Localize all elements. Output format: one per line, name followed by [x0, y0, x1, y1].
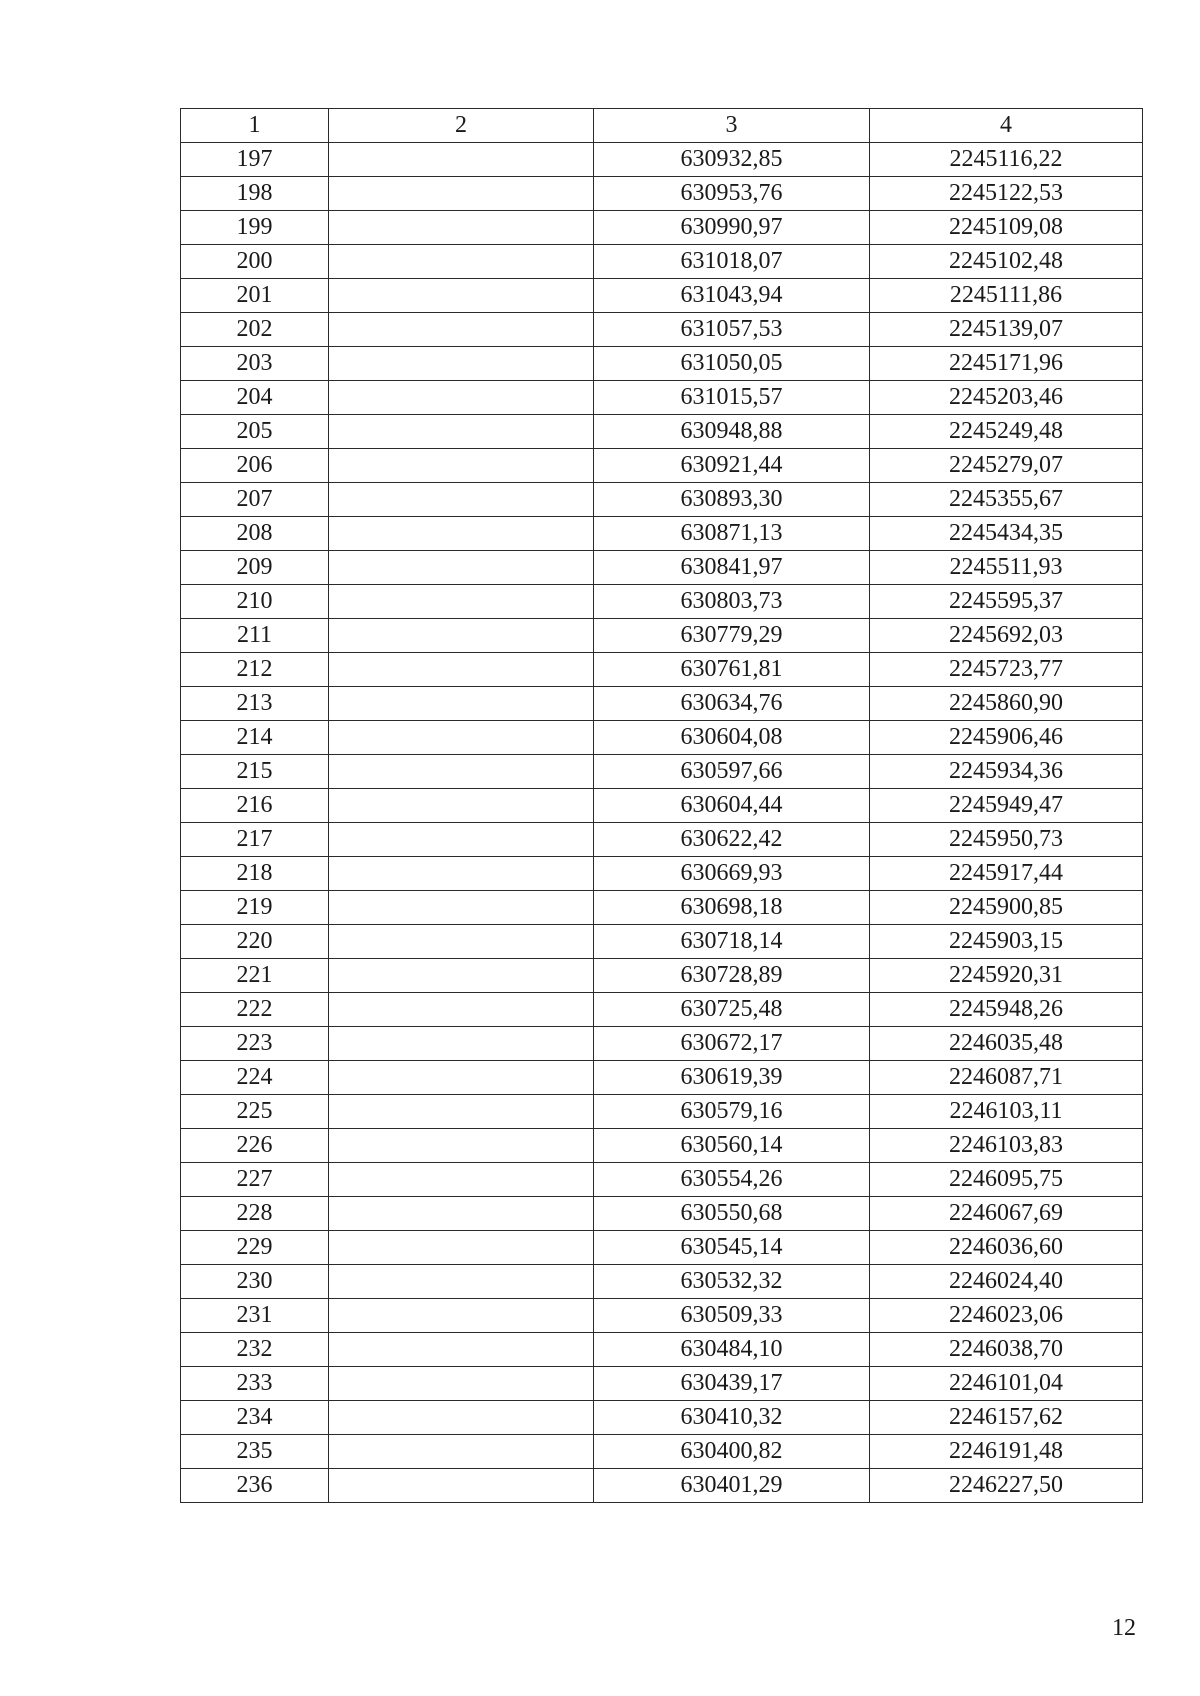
point-number-cell: 198: [181, 177, 329, 211]
point-number-cell: 212: [181, 653, 329, 687]
point-number-cell: 197: [181, 143, 329, 177]
table-row: [181, 619, 1143, 653]
x-coordinate-cell: 630871,13: [594, 517, 870, 551]
point-number-cell: 219: [181, 891, 329, 925]
x-coordinate-cell: 631015,57: [594, 381, 870, 415]
header-row: [181, 109, 1143, 143]
table-row: [181, 415, 1143, 449]
description-cell: [329, 619, 594, 653]
point-number-cell: 210: [181, 585, 329, 619]
x-coordinate-cell: 630509,33: [594, 1299, 870, 1333]
x-coordinate-cell: 630779,29: [594, 619, 870, 653]
table-row: [181, 1265, 1143, 1299]
point-number-cell: 205: [181, 415, 329, 449]
table-row: [181, 245, 1143, 279]
point-number-cell: 232: [181, 1333, 329, 1367]
point-number-cell: 202: [181, 313, 329, 347]
y-coordinate-cell: 2246101,04: [870, 1367, 1143, 1401]
y-coordinate-cell: 2245903,15: [870, 925, 1143, 959]
y-coordinate-cell: 2246103,11: [870, 1095, 1143, 1129]
table-row: [181, 1163, 1143, 1197]
point-number-cell: 228: [181, 1197, 329, 1231]
coordinates-table: [180, 108, 1143, 1503]
y-coordinate-cell: 2245692,03: [870, 619, 1143, 653]
x-coordinate-cell: 630932,85: [594, 143, 870, 177]
y-coordinate-cell: 2246191,48: [870, 1435, 1143, 1469]
table-row: [181, 1367, 1143, 1401]
table-row: [181, 1401, 1143, 1435]
x-coordinate-cell: 630410,32: [594, 1401, 870, 1435]
point-number-cell: 206: [181, 449, 329, 483]
description-cell: [329, 1095, 594, 1129]
x-coordinate-cell: 630597,66: [594, 755, 870, 789]
point-number-cell: 213: [181, 687, 329, 721]
description-cell: [329, 381, 594, 415]
table-row: [181, 1231, 1143, 1265]
description-cell: [329, 245, 594, 279]
table-row: [181, 211, 1143, 245]
table-row: [181, 687, 1143, 721]
table-row: [181, 925, 1143, 959]
table-row: [181, 1095, 1143, 1129]
y-coordinate-cell: 2246157,62: [870, 1401, 1143, 1435]
point-number-cell: 217: [181, 823, 329, 857]
y-coordinate-cell: 2246035,48: [870, 1027, 1143, 1061]
x-coordinate-cell: 630841,97: [594, 551, 870, 585]
table-row: [181, 993, 1143, 1027]
table-row: [181, 551, 1143, 585]
description-cell: [329, 1129, 594, 1163]
description-cell: [329, 789, 594, 823]
point-number-cell: 229: [181, 1231, 329, 1265]
description-cell: [329, 1367, 594, 1401]
x-coordinate-cell: 630604,44: [594, 789, 870, 823]
point-number-cell: 225: [181, 1095, 329, 1129]
y-coordinate-cell: 2245950,73: [870, 823, 1143, 857]
description-cell: [329, 1469, 594, 1503]
point-number-cell: 199: [181, 211, 329, 245]
description-cell: [329, 1265, 594, 1299]
point-number-cell: 201: [181, 279, 329, 313]
description-cell: [329, 1163, 594, 1197]
description-cell: [329, 483, 594, 517]
description-cell: [329, 1231, 594, 1265]
x-coordinate-cell: 631018,07: [594, 245, 870, 279]
table-row: [181, 1469, 1143, 1503]
point-number-cell: 208: [181, 517, 329, 551]
y-coordinate-cell: 2245906,46: [870, 721, 1143, 755]
y-coordinate-cell: 2245249,48: [870, 415, 1143, 449]
y-coordinate-cell: 2245122,53: [870, 177, 1143, 211]
x-coordinate-cell: 630669,93: [594, 857, 870, 891]
point-number-cell: 218: [181, 857, 329, 891]
description-cell: [329, 1333, 594, 1367]
table-row: [181, 143, 1143, 177]
description-cell: [329, 1401, 594, 1435]
x-coordinate-cell: 630728,89: [594, 959, 870, 993]
description-cell: [329, 1027, 594, 1061]
x-coordinate-cell: 630672,17: [594, 1027, 870, 1061]
point-number-cell: 222: [181, 993, 329, 1027]
y-coordinate-cell: 2245917,44: [870, 857, 1143, 891]
x-coordinate-cell: 630803,73: [594, 585, 870, 619]
y-coordinate-cell: 2246024,40: [870, 1265, 1143, 1299]
point-number-cell: 211: [181, 619, 329, 653]
point-number-cell: 231: [181, 1299, 329, 1333]
y-coordinate-cell: 2246038,70: [870, 1333, 1143, 1367]
x-coordinate-cell: 630400,82: [594, 1435, 870, 1469]
description-cell: [329, 687, 594, 721]
y-coordinate-cell: 2245203,46: [870, 381, 1143, 415]
x-coordinate-cell: 631050,05: [594, 347, 870, 381]
description-cell: [329, 823, 594, 857]
y-coordinate-cell: 2245723,77: [870, 653, 1143, 687]
table-row: [181, 313, 1143, 347]
point-number-cell: 234: [181, 1401, 329, 1435]
y-coordinate-cell: 2246087,71: [870, 1061, 1143, 1095]
y-coordinate-cell: 2245109,08: [870, 211, 1143, 245]
point-number-cell: 227: [181, 1163, 329, 1197]
header-cell-1: 1: [181, 109, 329, 143]
table-row: [181, 449, 1143, 483]
description-cell: [329, 177, 594, 211]
y-coordinate-cell: 2246067,69: [870, 1197, 1143, 1231]
x-coordinate-cell: 630893,30: [594, 483, 870, 517]
table-row: [181, 1197, 1143, 1231]
table-row: [181, 721, 1143, 755]
x-coordinate-cell: 630532,32: [594, 1265, 870, 1299]
y-coordinate-cell: 2245434,35: [870, 517, 1143, 551]
x-coordinate-cell: 630622,42: [594, 823, 870, 857]
y-coordinate-cell: 2245511,93: [870, 551, 1143, 585]
page-number: 12: [1112, 1615, 1136, 1641]
y-coordinate-cell: 2246023,06: [870, 1299, 1143, 1333]
description-cell: [329, 755, 594, 789]
table-row: [181, 1027, 1143, 1061]
y-coordinate-cell: 2246103,83: [870, 1129, 1143, 1163]
table-row: [181, 959, 1143, 993]
table-row: [181, 1333, 1143, 1367]
x-coordinate-cell: 630761,81: [594, 653, 870, 687]
x-coordinate-cell: 630953,76: [594, 177, 870, 211]
y-coordinate-cell: 2245595,37: [870, 585, 1143, 619]
x-coordinate-cell: 631057,53: [594, 313, 870, 347]
description-cell: [329, 1299, 594, 1333]
header-cell-2: 2: [329, 109, 594, 143]
y-coordinate-cell: 2245934,36: [870, 755, 1143, 789]
x-coordinate-cell: 630550,68: [594, 1197, 870, 1231]
table-row: [181, 857, 1143, 891]
description-cell: [329, 925, 594, 959]
description-cell: [329, 585, 594, 619]
description-cell: [329, 143, 594, 177]
y-coordinate-cell: 2245279,07: [870, 449, 1143, 483]
y-coordinate-cell: 2245116,22: [870, 143, 1143, 177]
x-coordinate-cell: 631043,94: [594, 279, 870, 313]
description-cell: [329, 517, 594, 551]
point-number-cell: 226: [181, 1129, 329, 1163]
point-number-cell: 215: [181, 755, 329, 789]
point-number-cell: 233: [181, 1367, 329, 1401]
description-cell: [329, 1061, 594, 1095]
description-cell: [329, 415, 594, 449]
point-number-cell: 200: [181, 245, 329, 279]
x-coordinate-cell: 630554,26: [594, 1163, 870, 1197]
x-coordinate-cell: 630579,16: [594, 1095, 870, 1129]
description-cell: [329, 449, 594, 483]
y-coordinate-cell: 2245171,96: [870, 347, 1143, 381]
point-number-cell: 207: [181, 483, 329, 517]
point-number-cell: 203: [181, 347, 329, 381]
table-row: [181, 1299, 1143, 1333]
y-coordinate-cell: 2245949,47: [870, 789, 1143, 823]
table-row: [181, 1129, 1143, 1163]
description-cell: [329, 313, 594, 347]
table-row: [181, 279, 1143, 313]
point-number-cell: 216: [181, 789, 329, 823]
x-coordinate-cell: 630401,29: [594, 1469, 870, 1503]
table-row: [181, 653, 1143, 687]
x-coordinate-cell: 630725,48: [594, 993, 870, 1027]
table-body: [181, 143, 1143, 1503]
y-coordinate-cell: 2245900,85: [870, 891, 1143, 925]
table-row: [181, 823, 1143, 857]
x-coordinate-cell: 630634,76: [594, 687, 870, 721]
point-number-cell: 236: [181, 1469, 329, 1503]
x-coordinate-cell: 630560,14: [594, 1129, 870, 1163]
y-coordinate-cell: 2245355,67: [870, 483, 1143, 517]
description-cell: [329, 1435, 594, 1469]
x-coordinate-cell: 630439,17: [594, 1367, 870, 1401]
header-cell-4: 4: [870, 109, 1143, 143]
point-number-cell: 224: [181, 1061, 329, 1095]
x-coordinate-cell: 630718,14: [594, 925, 870, 959]
description-cell: [329, 891, 594, 925]
x-coordinate-cell: 630604,08: [594, 721, 870, 755]
table-row: [181, 891, 1143, 925]
description-cell: [329, 959, 594, 993]
point-number-cell: 204: [181, 381, 329, 415]
table-row: [181, 381, 1143, 415]
y-coordinate-cell: 2245102,48: [870, 245, 1143, 279]
description-cell: [329, 279, 594, 313]
description-cell: [329, 551, 594, 585]
description-cell: [329, 211, 594, 245]
y-coordinate-cell: 2245860,90: [870, 687, 1143, 721]
x-coordinate-cell: 630545,14: [594, 1231, 870, 1265]
table-row: [181, 755, 1143, 789]
table-row: [181, 1435, 1143, 1469]
x-coordinate-cell: 630484,10: [594, 1333, 870, 1367]
point-number-cell: 235: [181, 1435, 329, 1469]
x-coordinate-cell: 630698,18: [594, 891, 870, 925]
point-number-cell: 230: [181, 1265, 329, 1299]
point-number-cell: 221: [181, 959, 329, 993]
table-row: [181, 347, 1143, 381]
x-coordinate-cell: 630921,44: [594, 449, 870, 483]
y-coordinate-cell: 2245920,31: [870, 959, 1143, 993]
table-row: [181, 177, 1143, 211]
y-coordinate-cell: 2246036,60: [870, 1231, 1143, 1265]
point-number-cell: 220: [181, 925, 329, 959]
x-coordinate-cell: 630948,88: [594, 415, 870, 449]
point-number-cell: 214: [181, 721, 329, 755]
table-row: [181, 483, 1143, 517]
description-cell: [329, 721, 594, 755]
y-coordinate-cell: 2245948,26: [870, 993, 1143, 1027]
x-coordinate-cell: 630619,39: [594, 1061, 870, 1095]
description-cell: [329, 347, 594, 381]
y-coordinate-cell: 2245111,86: [870, 279, 1143, 313]
description-cell: [329, 653, 594, 687]
table-row: [181, 585, 1143, 619]
x-coordinate-cell: 630990,97: [594, 211, 870, 245]
point-number-cell: 209: [181, 551, 329, 585]
coordinates-table-container: [180, 108, 1142, 1503]
y-coordinate-cell: 2246095,75: [870, 1163, 1143, 1197]
table-row: [181, 517, 1143, 551]
description-cell: [329, 1197, 594, 1231]
y-coordinate-cell: 2246227,50: [870, 1469, 1143, 1503]
description-cell: [329, 857, 594, 891]
table-row: [181, 1061, 1143, 1095]
table-row: [181, 789, 1143, 823]
point-number-cell: 223: [181, 1027, 329, 1061]
y-coordinate-cell: 2245139,07: [870, 313, 1143, 347]
header-cell-3: 3: [594, 109, 870, 143]
table-header: [181, 109, 1143, 143]
description-cell: [329, 993, 594, 1027]
